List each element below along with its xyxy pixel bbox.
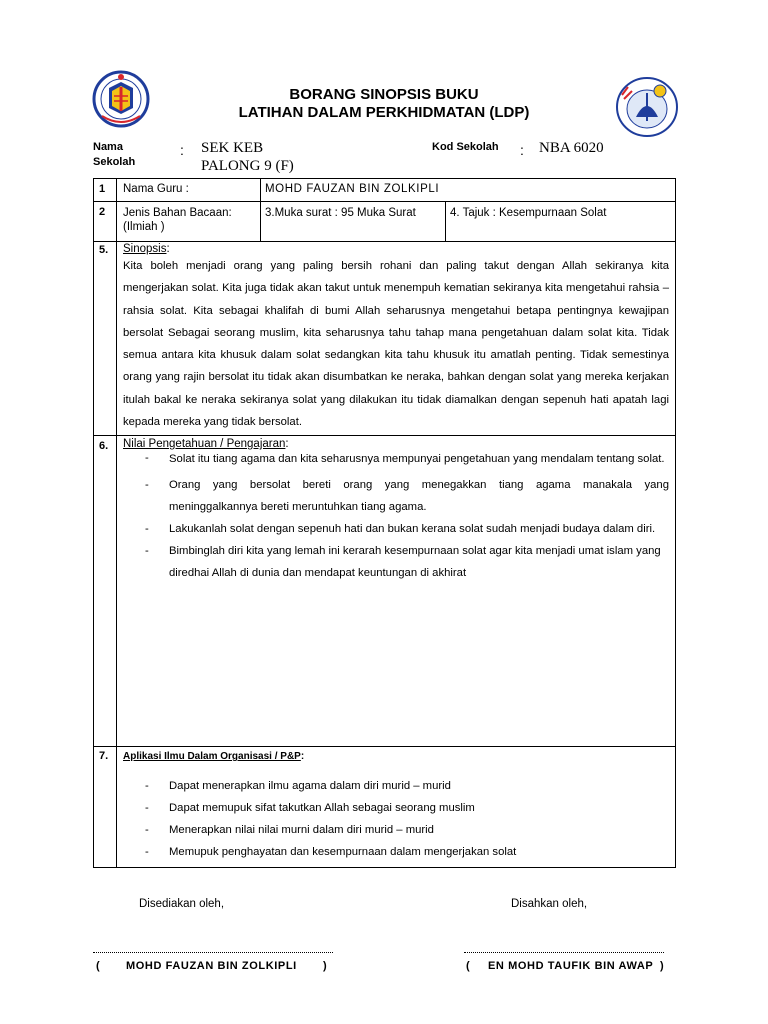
nama-sekolah-colon: :: [180, 142, 184, 158]
list-item: - Dapat menerapkan ilmu agama dalam diri murid – murid: [145, 780, 451, 792]
sinopsis-line: semua antara kita khusuk dalam solat sedangkan kita tahu khusuk itu amatlah penting. Tidak semestinya: [123, 349, 669, 362]
nama-sekolah-value-2: PALONG 9 (F): [201, 158, 294, 174]
list-item: - Menerapkan nilai nilai murni dalam diri murid – murid: [145, 824, 434, 836]
sinopsis-heading: Sinopsis:: [123, 243, 170, 255]
sinopsis-text: [123, 255, 669, 433]
row5-number: 5.: [99, 244, 109, 256]
tajuk: 4. Tajuk : Kesempurnaan Solat: [450, 207, 607, 219]
aplikasi-heading: Aplikasi Ilmu Dalam Organisasi / P&P:: [123, 751, 305, 762]
sinopsis-line: orang yang rajin bersolat itu tidak akan disumbatkan ke neraka, bahkan dengan solat yang mereka kerjakan: [123, 371, 669, 384]
row1-number: 1: [99, 183, 106, 195]
list-item: - Bimbinglah diri kita yang lemah ini kerarah kesempurnaan solat agar kita menjadi umat islam yang diredhai Allah di dunia dan mendapat keuntungan di akhirat: [145, 545, 661, 579]
approved-close-paren: ): [660, 960, 664, 972]
row2-number: 2: [99, 206, 106, 218]
nama-guru-label: Nama Guru :: [123, 183, 189, 195]
approved-by-name: EN MOHD TAUFIK BIN AWAP: [488, 960, 654, 972]
list-item: - Orang yang bersolat bereti orang yang menegakkan tiang agama manakala yang meninggalkannya bereti meruntuhkan tiang agama.: [145, 479, 669, 513]
list-item: - Memupuk penghayatan dan kesempurnaan dalam mengerjakan solat: [145, 846, 517, 858]
sinopsis-line: mengerjakan solat. Kita juga tidak akan takut untuk menempuh kematian sekiranya kita mengetahui rahsia –: [123, 282, 669, 295]
sinopsis-line: Kita boleh menjadi orang yang paling bersih rohani dan paling takut dengan Allah sekiranya kita: [123, 260, 669, 272]
nama-guru-value: MOHD FAUZAN BIN ZOLKIPLI: [265, 183, 440, 195]
prepared-by-signature-line: [93, 952, 333, 953]
kod-sekolah-label: Kod Sekolah: [432, 141, 499, 153]
form-subtitle: LATIHAN DALAM PERKHIDMATAN (LDP): [238, 104, 530, 121]
nilai-heading: Nilai Pengetahuan / Pengajaran:: [123, 438, 289, 450]
prepared-by-label: Disediakan oleh,: [139, 898, 225, 910]
jenis-bahan-label: Jenis Bahan Bacaan:: [123, 207, 232, 219]
approved-by-signature-line: [464, 952, 664, 953]
approved-by-label: Disahkan oleh,: [511, 898, 588, 910]
list-item: - Solat itu tiang agama dan kita seharusnya mempunyai pengetahuan yang mendalam tentang solat.: [145, 452, 665, 465]
sinopsis-line: itulah bakal ke neraka sekiranya solat yang dilakukan itu tidak diamalkan dengan sepenuh hati apatah lagi: [123, 393, 669, 406]
sinopsis-line: bersolat Sebagai seorang muslim, kita seharusnya tahu tahap mana pengetahuan dalam solat kita. Tidak: [123, 326, 669, 339]
prepared-by-name: MOHD FAUZAN BIN ZOLKIPLI: [126, 960, 297, 972]
sinopsis-line: kepada mereka yang tidak bersolat.: [123, 416, 302, 429]
prepared-open-paren: (: [96, 960, 100, 972]
kod-sekolah-value: NBA 6020: [539, 140, 604, 156]
sinopsis-line: rahsia solat. Kita sebagai khalifah di bumi Allah seharusnya mengetahui betapa pentingnya kewajipan: [123, 304, 669, 317]
kod-sekolah-colon: :: [520, 142, 524, 158]
muka-surat: 3.Muka surat : 95 Muka Surat: [265, 207, 416, 219]
prepared-close-paren: ): [323, 960, 327, 972]
row6-number: 6.: [99, 440, 109, 452]
nama-sekolah-value-1: SEK KEB: [201, 140, 264, 156]
list-item: - Dapat memupuk sifat takutkan Allah sebagai seorang muslim: [145, 802, 475, 814]
nama-sekolah-label-2: Sekolah: [93, 156, 136, 168]
approved-open-paren: (: [466, 960, 470, 972]
form-title: BORANG SINOPSIS BUKU: [289, 86, 479, 103]
nama-sekolah-label-1: Nama: [93, 141, 123, 153]
aplikasi-list: [145, 778, 669, 866]
row7-number: 7.: [99, 750, 109, 762]
jenis-bahan-type: (Ilmiah ): [123, 221, 165, 233]
list-item: - Lakukanlah solat dengan sepenuh hati dan bukan kerana solat sudah menjadi budaya dalam diri.: [145, 523, 656, 535]
nilai-list: [145, 451, 669, 584]
